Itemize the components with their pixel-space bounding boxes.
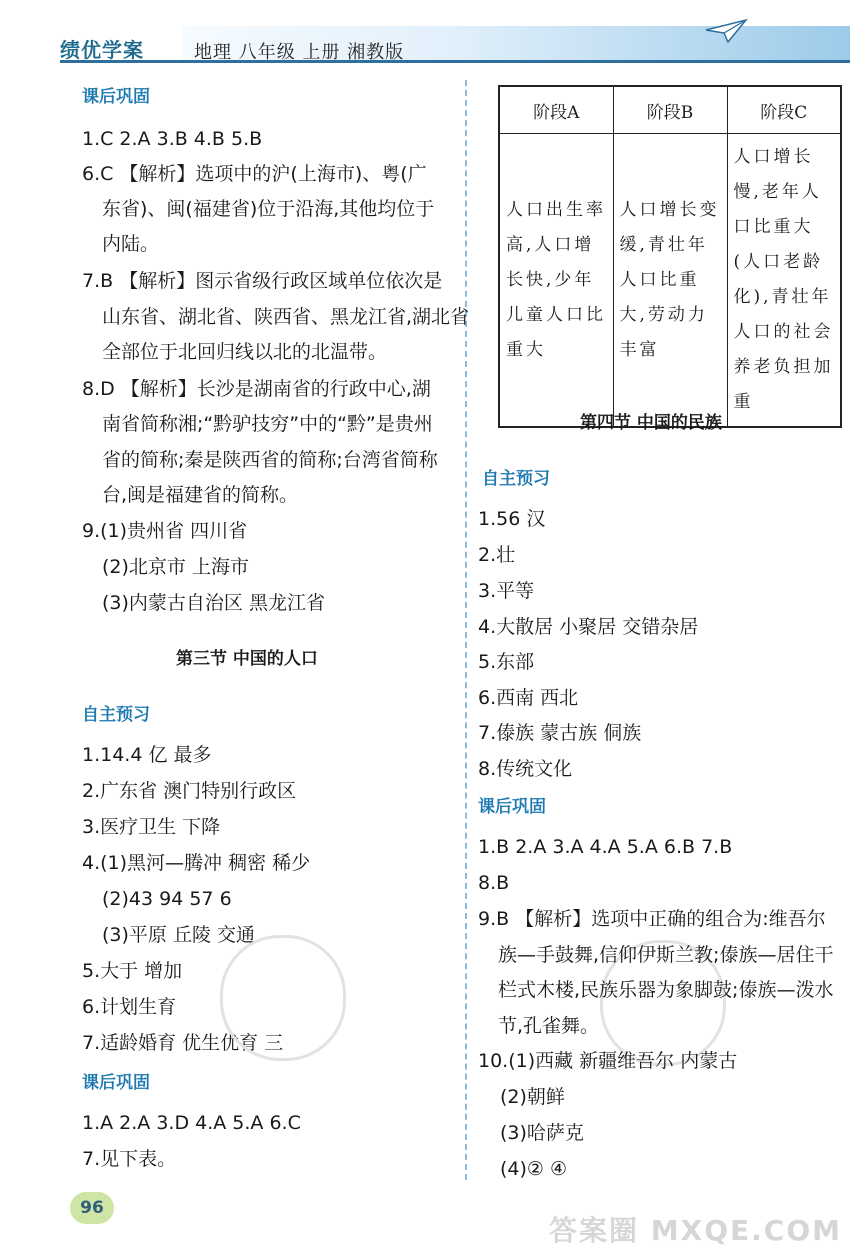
table-header-cell: 阶段C — [727, 86, 841, 134]
answer-line: 10.(1)西藏 新疆维吾尔 内蒙古 — [478, 1050, 738, 1072]
answer-line: 6.C 【解析】选项中的沪(上海市)、粤(广 — [82, 163, 427, 185]
answer-line: 7.见下表。 — [82, 1148, 177, 1170]
answer-line: 6.计划生育 — [82, 996, 177, 1018]
header-subject: 地理 八年级 上册 湘教版 — [194, 42, 405, 63]
answer-line: 族—手鼓舞,信仰伊斯兰教;傣族—居住干 — [498, 944, 834, 966]
answer-line: (3)内蒙古自治区 黑龙江省 — [102, 592, 325, 614]
answer-line: (2)北京市 上海市 — [102, 556, 249, 578]
answer-line: 4.(1)黑河—腾冲 稠密 稀少 — [82, 852, 311, 874]
stamp-mark — [220, 935, 346, 1061]
column-divider — [465, 80, 467, 1180]
answer-line: 7.B 【解析】图示省级行政区域单位依次是 — [82, 270, 443, 292]
section-heading: 课后巩固 — [82, 87, 150, 107]
answer-line: 6.西南 西北 — [478, 687, 579, 709]
answer-line: 8.B — [478, 872, 510, 894]
site-watermark: 答案圈 MXQE.COM — [549, 1214, 842, 1247]
answer-line: 7.适龄婚育 优生优育 三 — [82, 1032, 284, 1054]
answer-line: 全部位于北回归线以北的北温带。 — [102, 341, 388, 363]
table-header-cell: 阶段B — [613, 86, 727, 134]
answer-line: 东省)、闽(福建省)位于沿海,其他均位于 — [102, 198, 435, 220]
brand-logo: 绩优学案 — [60, 38, 144, 62]
table-row — [499, 134, 841, 428]
page-number: 96 — [70, 1192, 114, 1224]
answer-line: 栏式木楼,民族乐器为象脚鼓;傣族—泼水 — [498, 979, 834, 1001]
section-heading: 课后巩固 — [478, 797, 546, 817]
answer-line: 1.A 2.A 3.D 4.A 5.A 6.C — [82, 1112, 301, 1134]
answer-line: 9.B 【解析】选项中正确的组合为:维吾尔 — [478, 908, 826, 930]
answer-line: 5.东部 — [478, 651, 535, 673]
answer-line: 2.广东省 澳门特别行政区 — [82, 780, 297, 802]
answer-line: 3.平等 — [478, 580, 535, 602]
answer-line: 8.D 【解析】长沙是湖南省的行政中心,湖 — [82, 378, 431, 400]
table-cell: 人口增长变缓,青壮年人口比重大,劳动力丰富 — [613, 134, 727, 428]
answer-line: 省的简称;秦是陕西省的简称;台湾省简称 — [102, 449, 438, 471]
page-header — [0, 0, 850, 70]
answer-line: (4)② ④ — [500, 1158, 568, 1180]
answer-line: 5.大于 增加 — [82, 960, 183, 982]
answer-line: 4.大散居 小聚居 交错杂居 — [478, 616, 699, 638]
answer-line: (2)朝鲜 — [500, 1086, 565, 1108]
answer-line: 3.医疗卫生 下降 — [82, 816, 221, 838]
section-title: 第四节 中国的民族 — [580, 413, 722, 433]
answer-line: 1.14.4 亿 最多 — [82, 744, 212, 766]
answer-line: (3)平原 丘陵 交通 — [102, 924, 255, 946]
table-cell: 人口出生率高,人口增长快,少年儿童人口比重大 — [499, 134, 613, 428]
table-header-row — [499, 86, 841, 134]
answer-line: 2.壮 — [478, 544, 516, 566]
answer-line: 山东省、湖北省、陕西省、黑龙江省,湖北省 — [102, 306, 470, 328]
answer-line: (2)43 94 57 6 — [102, 888, 232, 910]
section-heading: 自主预习 — [82, 705, 150, 725]
population-stage-table — [498, 85, 842, 428]
answer-line: 节,孔雀舞。 — [498, 1015, 600, 1037]
table-header-cell: 阶段A — [499, 86, 613, 134]
answer-line: 南省简称湘;“黔驴技穷”中的“黔”是贵州 — [102, 413, 433, 435]
header-rule — [60, 60, 850, 63]
answer-line: 1.C 2.A 3.B 4.B 5.B — [82, 128, 263, 150]
answer-line: 内陆。 — [102, 233, 160, 255]
answer-line: 1.B 2.A 3.A 4.A 5.A 6.B 7.B — [478, 836, 733, 858]
answer-line: 7.傣族 蒙古族 侗族 — [478, 722, 642, 744]
paper-plane-icon — [704, 18, 748, 44]
answer-line: 8.传统文化 — [478, 758, 573, 780]
section-heading: 自主预习 — [482, 469, 550, 489]
section-heading: 课后巩固 — [82, 1073, 150, 1093]
section-title: 第三节 中国的人口 — [176, 649, 318, 669]
table-cell: 人口增长慢,老年人口比重大(人口老龄化),青壮年人口的社会养老负担加重 — [727, 134, 841, 428]
answer-line: 台,闽是福建省的简称。 — [102, 484, 299, 506]
answer-line: 9.(1)贵州省 四川省 — [82, 520, 248, 542]
answer-line: (3)哈萨克 — [500, 1122, 584, 1144]
answer-line: 1.56 汉 — [478, 508, 546, 530]
